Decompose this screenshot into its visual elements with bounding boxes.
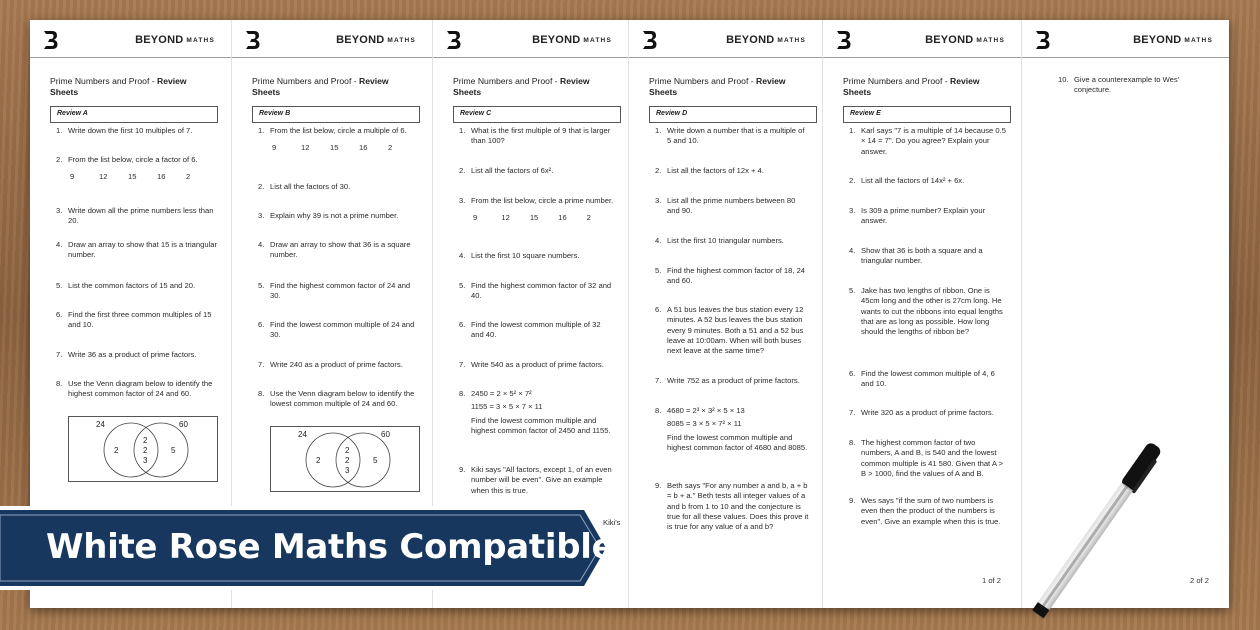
- sheet-title-bold: Review Sheets: [453, 76, 590, 97]
- question-number: 4.: [258, 240, 265, 249]
- question-number: 6.: [56, 310, 63, 319]
- question-number: 7.: [459, 360, 466, 369]
- option-value: 16: [558, 213, 567, 223]
- option-value: 9: [272, 143, 277, 153]
- sheet-title-plain: Prime Numbers and Proof -: [843, 76, 950, 86]
- review-label: Review B: [252, 106, 420, 123]
- question-number: 1.: [56, 126, 63, 135]
- question-text: From the list below, circle a prime number.: [471, 196, 614, 205]
- option-value: 12: [501, 213, 510, 223]
- question: [56, 350, 217, 360]
- question-number: 9.: [459, 465, 466, 474]
- trailing-text: Kiki's: [603, 518, 621, 527]
- page-header: [30, 20, 231, 58]
- question: [56, 126, 217, 136]
- option-list: [473, 213, 615, 223]
- brand-wordmark: [925, 34, 1005, 46]
- page-header: [629, 20, 822, 58]
- review-label: Review D: [649, 106, 817, 123]
- sheet-title-bold: Review Sheets: [252, 76, 389, 97]
- question-text: Find the lowest common multiple of 32 and 40.: [471, 320, 601, 340]
- question-text: Use the Venn diagram below to identify the lowest common multiple of 24 and 60.: [270, 389, 415, 409]
- question: [1058, 75, 1208, 96]
- question: [655, 126, 809, 147]
- question-text: Find the highest common factor of 32 and 40.: [471, 281, 612, 301]
- question-text: Write down all the prime numbers less than 20.: [68, 206, 214, 226]
- question-number: 8.: [459, 389, 466, 398]
- question: [655, 481, 809, 532]
- review-label: Review A: [50, 106, 218, 123]
- question: [56, 379, 217, 400]
- question-number: 4.: [655, 236, 662, 245]
- option-value: 2: [586, 213, 591, 223]
- venn-left-only: 2: [114, 446, 119, 455]
- sheet-title-plain: Prime Numbers and Proof -: [453, 76, 560, 86]
- brand-wordmark: [532, 34, 612, 46]
- question: [258, 182, 419, 192]
- question-text: List all the factors of 12x + 4.: [667, 166, 764, 175]
- question-text: Find the first three common multiples of 15 and 10.: [68, 310, 212, 330]
- question-text: Karl says "7 is a multiple of 14 because 0.5 × 14 = 7". Do you agree? Explain your answer.: [861, 126, 1006, 156]
- beyond-logo-icon: [641, 30, 657, 50]
- venn-right-label: 60: [381, 430, 390, 439]
- question-number: 6.: [459, 320, 466, 329]
- question: [459, 389, 615, 436]
- question-number: 9.: [849, 496, 856, 505]
- brand-name-small: MATHS: [777, 37, 806, 44]
- beyond-logo-icon: [1034, 30, 1050, 50]
- review-label: Review C: [453, 106, 621, 123]
- question-text: Draw an array to show that 15 is a triangular number.: [68, 240, 217, 260]
- question-number: 4.: [849, 246, 856, 255]
- question-text: Show that 36 is both a square and a triangular number.: [861, 246, 983, 266]
- question-text: Use the Venn diagram below to identify the highest common factor of 24 and 60.: [68, 379, 213, 399]
- question: [258, 389, 419, 410]
- question-text: Write 752 as a product of prime factors.: [667, 376, 800, 385]
- brand-name: BEYOND: [925, 34, 974, 46]
- question: [655, 266, 809, 287]
- question-number: 1.: [849, 126, 856, 135]
- question-number: 4.: [56, 240, 63, 249]
- question-text: Draw an array to show that 36 is a square number.: [270, 240, 411, 260]
- question-number: 6.: [258, 320, 265, 329]
- brand-wordmark: [726, 34, 806, 46]
- brand-name-small: MATHS: [976, 37, 1005, 44]
- beyond-logo-icon: [445, 30, 461, 50]
- question-text: 2450 = 2 × 5² × 7²: [471, 389, 532, 398]
- venn-left-label: 24: [298, 430, 307, 439]
- option-value: 15: [128, 172, 137, 182]
- question-text: List all the factors of 14x² + 6x.: [861, 176, 965, 185]
- beyond-logo-icon: [244, 30, 260, 50]
- question-text: Give a counterexample to Wes' conjecture.: [1074, 75, 1180, 95]
- question: [56, 206, 217, 227]
- question: [849, 369, 1008, 390]
- question: [849, 496, 1008, 527]
- brand-name-small: MATHS: [186, 37, 215, 44]
- brand-name: BEYOND: [135, 34, 184, 46]
- venn-both-value: 2: [143, 446, 148, 455]
- venn-both-value: 3: [345, 466, 350, 475]
- question-text: Write 540 as a product of prime factors.: [471, 360, 604, 369]
- question-number: 2.: [459, 166, 466, 175]
- question-number: 5.: [258, 281, 265, 290]
- option-value: 2: [186, 172, 191, 182]
- question-number: 9.: [655, 481, 662, 490]
- question: [459, 320, 615, 341]
- question: [655, 406, 809, 453]
- venn-left-circle: [104, 423, 158, 477]
- option-value: 12: [99, 172, 108, 182]
- brand-wordmark: [336, 34, 416, 46]
- question-text: 4680 = 2³ × 3² × 5 × 13: [667, 406, 745, 415]
- question-text: Write down the first 10 multiples of 7.: [68, 126, 193, 135]
- question-number: 6.: [655, 305, 662, 314]
- question-text: Find the lowest common multiple of 24 and 30.: [270, 320, 415, 340]
- banner-label: White Rose Maths Compatible: [46, 527, 615, 567]
- question-extra: Find the lowest common multiple and highest common factor of 4680 and 8085.: [667, 432, 808, 452]
- question-number: 2.: [258, 182, 265, 191]
- question-number: 1.: [459, 126, 466, 135]
- question-number: 3.: [459, 196, 466, 205]
- question: [849, 176, 1008, 186]
- sheet-title-plain: Prime Numbers and Proof -: [649, 76, 756, 86]
- question: [655, 236, 809, 246]
- sheet-title-bold: Review Sheets: [843, 76, 980, 97]
- question-extra: 1155 = 3 × 5 × 7 × 11: [471, 402, 543, 412]
- question-text: Find the lowest common multiple of 4, 6 and 10.: [861, 369, 995, 389]
- question: [258, 240, 419, 261]
- beyond-logo-icon: [835, 30, 851, 50]
- page-header: [232, 20, 432, 58]
- question-text: Wes says "if the sum of two numbers is even then the product of the numbers is even". Give an example when this is true.: [861, 496, 1001, 526]
- question: [459, 196, 615, 224]
- question: [459, 126, 615, 147]
- option-list: [272, 143, 419, 153]
- question: [459, 166, 615, 176]
- question-number: 5.: [655, 266, 662, 275]
- worksheet-page: [628, 20, 822, 608]
- question-number: 2.: [56, 155, 63, 164]
- page-header: [433, 20, 628, 58]
- question: [459, 281, 615, 302]
- brand-wordmark: [135, 34, 215, 46]
- venn-both-value: 2: [345, 446, 350, 455]
- venn-both-value: 3: [143, 456, 148, 465]
- question: [849, 408, 1008, 418]
- question-text: List the first 10 square numbers.: [471, 251, 580, 260]
- question: [849, 286, 1008, 337]
- brand-name: BEYOND: [1133, 34, 1182, 46]
- question-text: What is the first multiple of 9 that is larger than 100?: [471, 126, 611, 146]
- venn-right-label: 60: [179, 420, 188, 429]
- question-number: 5.: [459, 281, 466, 290]
- page-header: [823, 20, 1021, 58]
- option-value: 16: [157, 172, 166, 182]
- question: [56, 281, 217, 291]
- option-list: [70, 172, 217, 182]
- venn-left-circle: [306, 433, 360, 487]
- question: [258, 211, 419, 221]
- question: [655, 305, 809, 356]
- option-value: 16: [359, 143, 368, 153]
- question-number: 3.: [56, 206, 63, 215]
- option-value: 15: [529, 213, 539, 223]
- question: [459, 465, 615, 496]
- question-text: Is 309 a prime number? Explain your answer.: [861, 206, 986, 226]
- question-text: List the common factors of 15 and 20.: [68, 281, 196, 290]
- brand-name: BEYOND: [336, 34, 385, 46]
- sheet-title-bold: Review Sheets: [50, 76, 187, 97]
- option-value: 12: [301, 143, 310, 153]
- question-number: 2.: [849, 176, 856, 185]
- beyond-logo-icon: [42, 30, 58, 50]
- page-number: 1 of 2: [982, 576, 1001, 585]
- question-text: List the first 10 triangular numbers.: [667, 236, 784, 245]
- question-number: 8.: [849, 438, 856, 447]
- question: [655, 166, 809, 176]
- option-value: 2: [388, 143, 393, 153]
- question-number: 8.: [56, 379, 63, 388]
- question: [849, 246, 1008, 267]
- option-value: 9: [70, 172, 75, 182]
- question-number: 3.: [258, 211, 265, 220]
- question-number: 7.: [849, 408, 856, 417]
- venn-diagram: [68, 416, 218, 482]
- question: [258, 281, 419, 302]
- venn-right-only: 5: [171, 446, 176, 455]
- question-text: Jake has two lengths of ribbon. One is 45cm long and the other is 27cm long. He wants to cut the ribbons into equal lengths that are as long as possible. How long should the lengths of ribbon be?: [861, 286, 1003, 337]
- sheet-title-plain: Prime Numbers and Proof -: [252, 76, 359, 86]
- question: [849, 438, 1008, 479]
- question-text: From the list below, circle a factor of 6.: [68, 155, 198, 164]
- question-number: 8.: [258, 389, 265, 398]
- question-text: Kiki says "All factors, except 1, of an even number will be even". Give an example when this is true.: [471, 465, 612, 495]
- question: [849, 126, 1008, 157]
- question: [459, 251, 615, 261]
- question-number: 5.: [56, 281, 63, 290]
- question-text: From the list below, circle a multiple of 6.: [270, 126, 407, 135]
- question-text: List all the prime numbers between 80 and 90.: [667, 196, 796, 216]
- question: [56, 240, 217, 261]
- question: [459, 360, 615, 370]
- option-value: 9: [473, 213, 478, 223]
- question: [258, 360, 419, 370]
- venn-left-only: 2: [316, 456, 321, 465]
- question-number: 1.: [258, 126, 265, 135]
- question-extra: Find the lowest common multiple and highest common factor of 2450 and 1155.: [471, 415, 611, 435]
- question-text: Write down a number that is a multiple of 5 and 10.: [667, 126, 805, 146]
- sheet-title: [252, 76, 412, 98]
- brand-name-small: MATHS: [387, 37, 416, 44]
- question: [655, 376, 809, 386]
- sheet-title: [50, 76, 210, 98]
- question-number: 7.: [655, 376, 662, 385]
- question-text: A 51 bus leaves the bus station every 12 minutes. A 52 bus leaves the bus station every 9 minutes. Both a 51 and a 52 bus leave at 10:00am. When will both buses next leave at the same time?: [667, 305, 804, 356]
- pen-icon: [1010, 432, 1180, 630]
- venn-left-label: 24: [96, 420, 105, 429]
- page-header: [1022, 20, 1229, 58]
- question: [258, 126, 419, 154]
- worksheet-page: [822, 20, 1021, 608]
- question-number: 5.: [849, 286, 856, 295]
- venn-both-value: 2: [143, 436, 148, 445]
- question-number: 6.: [849, 369, 856, 378]
- question-number: 2.: [655, 166, 662, 175]
- sheet-title: [843, 76, 1003, 98]
- question-number: 8.: [655, 406, 662, 415]
- brand-name-small: MATHS: [583, 37, 612, 44]
- review-label: Review E: [843, 106, 1011, 123]
- question-number: 7.: [258, 360, 265, 369]
- question-number: 1.: [655, 126, 662, 135]
- question-extra: 8085 = 3 × 5 × 7² × 11: [667, 419, 742, 429]
- question: [56, 155, 217, 183]
- question-number: 4.: [459, 251, 466, 260]
- question-text: List all the factors of 6x².: [471, 166, 554, 175]
- brand-name: BEYOND: [726, 34, 775, 46]
- page-number: 2 of 2: [1190, 576, 1209, 585]
- question-number: 3.: [655, 196, 662, 205]
- sheet-title-bold: Review Sheets: [649, 76, 786, 97]
- brand-name-small: MATHS: [1184, 37, 1213, 44]
- question: [56, 310, 217, 331]
- question-text: Beth says "For any number a and b, a + b = b + a." Beth tests all integer values of a and b from 1 to 10 and the conjecture is true for all these values. Does this prove it is true for any value of a and b?: [667, 481, 809, 532]
- question-text: Write 36 as a product of prime factors.: [68, 350, 197, 359]
- question-text: Write 240 as a product of prime factors.: [270, 360, 403, 369]
- sheet-title-plain: Prime Numbers and Proof -: [50, 76, 157, 86]
- question-text: Write 320 as a product of prime factors.: [861, 408, 994, 417]
- question-text: Explain why 39 is not a prime number.: [270, 211, 399, 220]
- question-number: 7.: [56, 350, 63, 359]
- venn-diagram: [270, 426, 420, 492]
- compatibility-banner: [0, 506, 615, 590]
- question-number: 3.: [849, 206, 856, 215]
- question-text: The highest common factor of two numbers, A and B, is 540 and the lowest common multiple is 41 580. Given that A > B > 1000, find the values of A and B.: [861, 438, 1004, 478]
- option-value: 15: [330, 143, 339, 153]
- sheet-title: [453, 76, 613, 98]
- question: [258, 320, 419, 341]
- venn-both-value: 2: [345, 456, 350, 465]
- question-text: List all the factors of 30.: [270, 182, 351, 191]
- sheet-title: [649, 76, 809, 98]
- question-text: Find the highest common factor of 24 and 30.: [270, 281, 411, 301]
- venn-right-only: 5: [373, 456, 378, 465]
- question: [849, 206, 1008, 227]
- question: [655, 196, 809, 217]
- brand-name: BEYOND: [532, 34, 581, 46]
- question-number: 10.: [1058, 75, 1069, 84]
- question-text: Find the highest common factor of 18, 24 and 60.: [667, 266, 806, 286]
- brand-wordmark: [1133, 34, 1213, 46]
